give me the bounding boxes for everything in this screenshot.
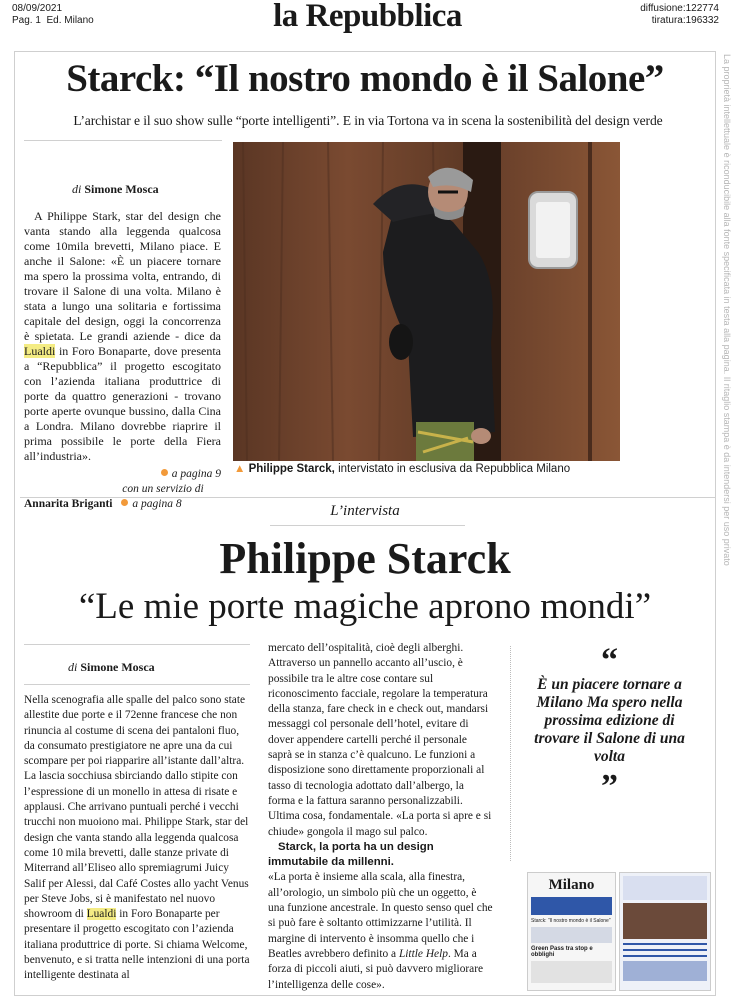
- article-subhead: L’archistar e il suo show sulle “porte intelligenti”. E in via Tortona va in scena la sostenibilità del design verde: [73, 113, 663, 128]
- page-reference-2[interactable]: Annarita Briganti a pagina 8: [24, 498, 182, 510]
- triangle-icon: ▲: [234, 463, 246, 475]
- article-photo: [233, 142, 620, 461]
- print-run: tiratura:196332: [651, 15, 719, 26]
- service-note: con un servizio di: [122, 483, 204, 495]
- article-column: [24, 182, 221, 512]
- article-body: A Philippe Stark, star del design che vanta stando alla leggenda qualcosa come 10mila brevetti, Milano piace. E anche il Salone: «È un piacere tornare ma spero la prossima volta, entrando, di trovare il Salone di una volta. Milano è stata a lungo una solitaria e fortissima capitale del design, oggi la concorrenza è spietata. Le grandi aziende - dice da Lualdi in Foro Bonaparte, dove presenta a “Repubblica” il progetto escogitato con l’azienda italiana produttrice di porte da quattro generazioni - trovano porte aperte ovunque bussino, dalla Cina a Londra. Milano dovrebbe riaprire il prima possibile le porte della Fiera all’industria».: [24, 209, 221, 463]
- issue-date: 08/09/2021: [12, 3, 63, 14]
- interview-question: Starck, la porta ha un design immutabile da millenni.: [268, 840, 434, 869]
- highlight-lualdi: Lualdi: [86, 908, 117, 921]
- section-divider: [20, 497, 716, 498]
- open-quote-icon: “: [601, 642, 618, 679]
- thumbnail-photo: [623, 903, 707, 939]
- divider: [24, 140, 222, 141]
- interview-column-1: Nella scenografia alle spalle del palco sono state allestite due porte e il 72enne francese che non rinuncia al costume di scena dei pantaloni fluo, da consumato prestigiatore ne apre una da cui scompare per poi riapparire all’istante dall’altra. La lascia socchiusa sbirciando dallo stipite con l’espressione di un monello in attesa di risate e applausi. Che arrivano puntuali perché i vecchi trucchi non muoiono mai. Philippe Stark, star del design che vanta stando alla leggenda qualcosa come 10 mila brevetti, dalle stanze private di Miterrand all’Eliseo allo spremiagrumi Juicy Salif per Alessi, dal Café Costes allo yacht Venus per Steve Jobs, si è manifestato nel nuovo showroom di Lualdi in Foro Bonaparte per presentare il progetto escogitato con l’azienda italiana produttrice di porte. Si chiama Welcome, benvenuto, e si tratta nelle intenzioni di una porta intelligente destinata al: [24, 694, 250, 982]
- article-headline: Starck: “Il nostro mondo è il Salone”: [66, 57, 664, 100]
- inside-page-thumbnail[interactable]: [619, 872, 711, 991]
- pull-quote: [512, 642, 707, 805]
- page-reference[interactable]: a pagina 9: [24, 467, 221, 482]
- kicker-underline: [270, 525, 465, 526]
- masthead: la Repubblica: [273, 0, 462, 34]
- highlight-lualdi: Lualdi: [24, 344, 56, 358]
- section-kicker: L’intervista: [330, 503, 400, 519]
- byline: di Simone Mosca: [72, 182, 159, 196]
- page-edition: Pag. 1 Ed. Milano: [12, 15, 94, 26]
- divider: [24, 684, 250, 685]
- photo-caption: ▲ Philippe Starck, intervistato in esclusiva da Repubblica Milano: [234, 463, 571, 475]
- quote-divider: [510, 646, 512, 861]
- copyright-note: La proprietà intellettuale è riconducibile alla fonte specificata in testa alla pagina. Il ritaglio stampa è da intendersi per uso privato: [722, 54, 732, 566]
- interview-column-2: mercato dell’ospitalità, cioè degli alberghi. Attraverso un pannello accanto all’uscio, è possibile tra le altre cose contare sul riconoscimento facciale, regolare la temperatura della stanza, fare check in e check out, mandarsi messaggi col personale dell’hotel, evitare di dover appendere cartelli perché il personale saprà se in stanza c’è qualcuno. Le funzioni a disposizione sono direttamente proporzionali al tasso di tecnologia adottato dall’albergo, la forma e la fattura saranno personalizzabili. Ultima cosa, fondamentale. «La porta si apre e si chiude» gongola il mago sul palco. Starck, la porta ha un design immutabile da millenni. «La porta è insieme alla scala, alla finestra, all’orologio, un simbolo più che un oggetto, è una funzione ancestrale. In questo senso quel che si può fare è soltanto ottimizzarne l’utilità. Il margine di intervento è insomma quello che i Beatles avrebbero definito a Little Help. Ma a forza di piccoli aiuti, si può davvero migliorare l’intelligenza delle cose».: [268, 642, 493, 991]
- divider: [24, 644, 250, 645]
- close-quote-icon: ”: [601, 768, 618, 805]
- pull-quote-text: È un piacere tornare a Milano Ma spero nella prossima edizione di trovare il Salone di una volta: [534, 676, 685, 765]
- bullet-dot-icon: [161, 469, 168, 476]
- circulation: diffusione:122774: [640, 3, 719, 14]
- interview-byline: di Simone Mosca: [68, 660, 155, 674]
- interview-headline: Philippe Starck: [219, 534, 511, 583]
- header-meta-right: [640, 3, 719, 27]
- thumbnail-banner: [531, 897, 612, 915]
- front-page-thumbnail[interactable]: Milano Starck: “Il nostro mondo è il Salone” Green Pass tra stop e obblighi: [527, 872, 616, 991]
- interview-subhead: “Le mie porte magiche aprono mondi”: [78, 586, 652, 627]
